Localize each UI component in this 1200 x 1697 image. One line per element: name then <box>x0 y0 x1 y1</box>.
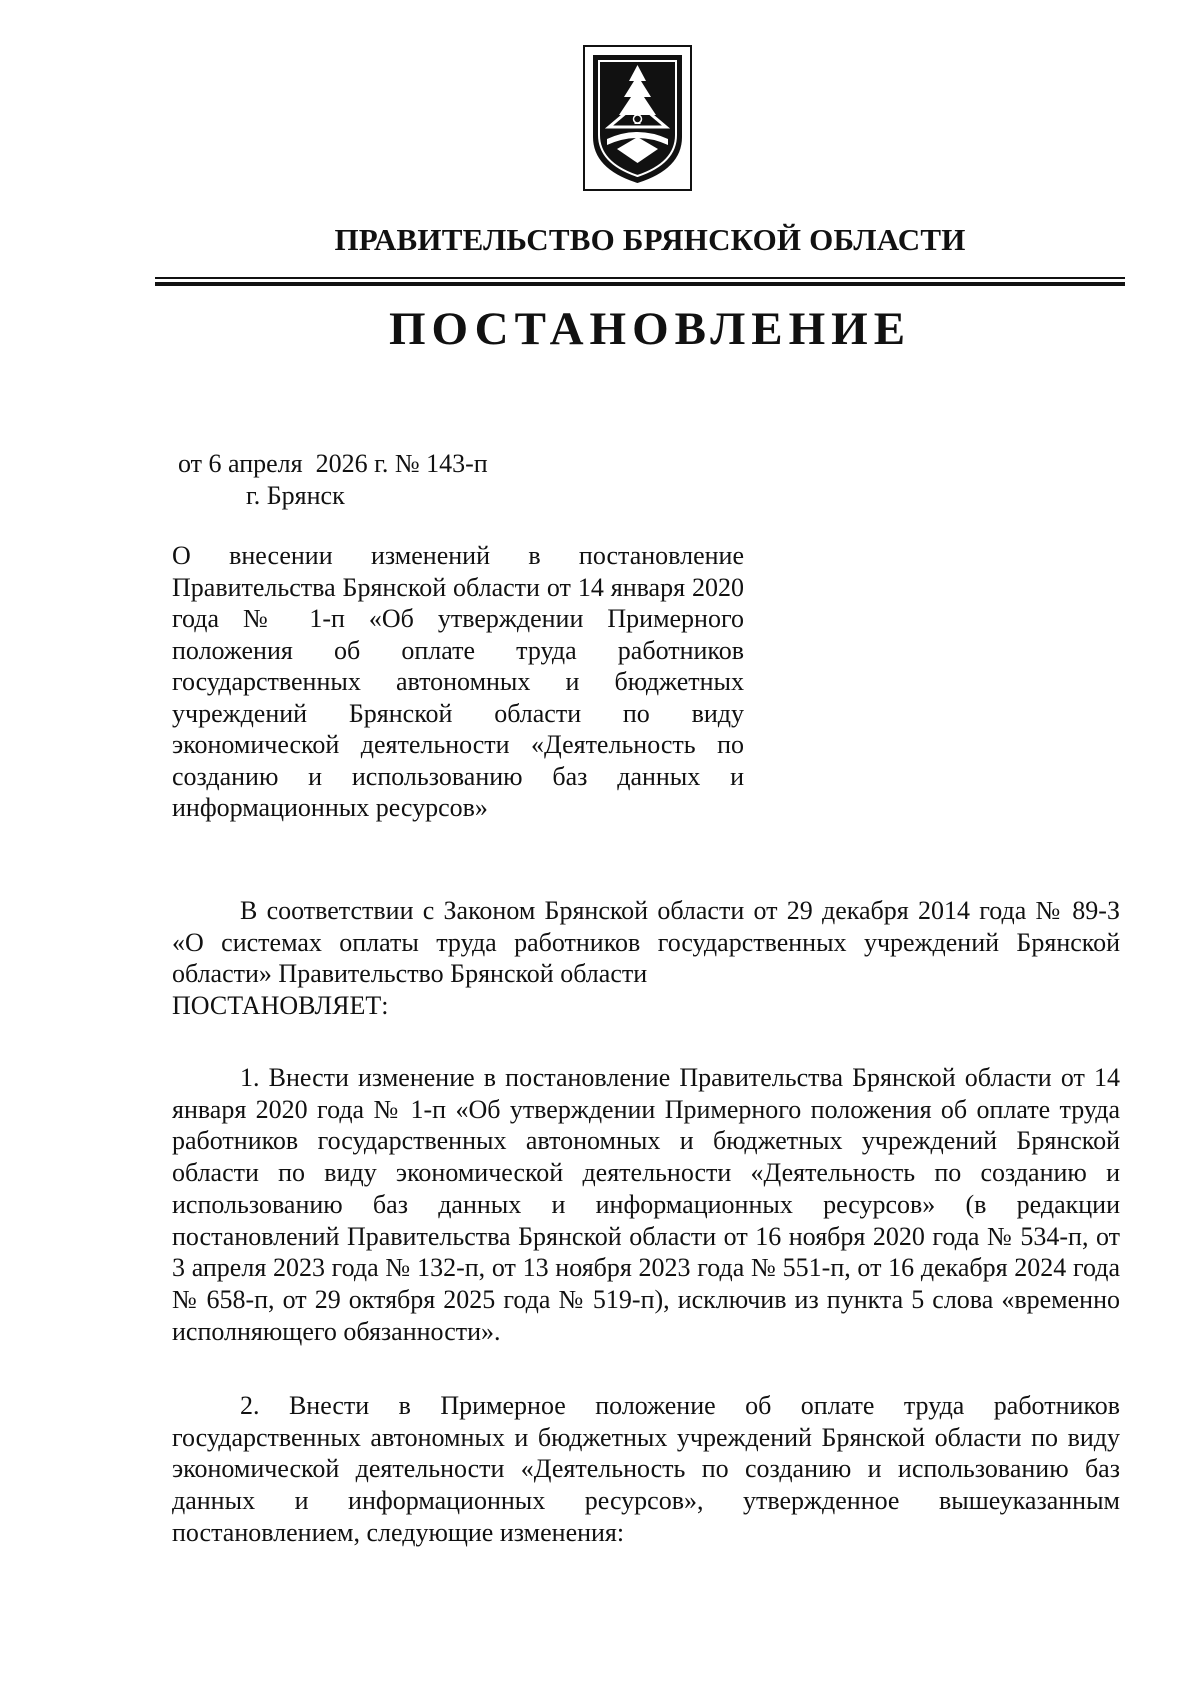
government-title: ПРАВИТЕЛЬСТВО БРЯНСКОЙ ОБЛАСТИ <box>334 222 966 257</box>
city: г. Брянск <box>246 481 345 510</box>
preamble-paragraph: В соответствии с Законом Брянской области от 29 декабря 2014 года № 89-З «О системах оплаты труда работников государственных учреждений Брянской области» Правительство Брянской области <box>172 896 1120 989</box>
decree-word: ПОСТАНОВЛЯЕТ: <box>172 991 389 1020</box>
date-number: от 6 апреля 2026 г. № 143-п <box>178 449 488 478</box>
coat-of-arms-icon <box>583 45 692 191</box>
header-divider-thick <box>155 282 1125 286</box>
item-2-paragraph: 2. Внести в Примерное положение об оплате труда работников государственных автономных и бюджетных учреждений Брянской области по виду экономической деятельности «Деятельность по созданию и использованию баз данных и информационных ресурсов», утвержденное вышеуказанным постановлением, следующие изменения: <box>172 1391 1120 1547</box>
document-type-title: ПОСТАНОВЛЕНИЕ <box>388 303 912 355</box>
item-1-paragraph: 1. Внести изменение в постановление Правительства Брянской области от 14 января 2020 года № 1-п «Об утверждении Примерного положения об оплате труда работников государственных автономных и бюджетных учреждений Брянской области по виду экономической деятельности «Деятельность по созданию и использованию баз данных и информационных ресурсов» (в редакции постановлений Правительства Брянской области от 16 ноября 2020 года № 534-п, от 3 апреля 2023 года № 132-п, от 13 ноября 2023 года № 551-п, от 16 декабря 2024 года № 658-п, от 29 октября 2025 года № 519-п), исключив из пункта 5 слова «временно исполняющего обязанности». <box>172 1063 1120 1346</box>
header-divider-thin <box>155 277 1125 279</box>
document-subject: О внесении изменений в постановление Правительства Брянской области от 14 января 2020 года № 1-п «Об утверждении Примерного положения об оплате труда работников государственных автономных и бюджетных учреждений Брянской области по виду экономической деятельности «Деятельность по созданию и использованию баз данных и информационных ресурсов» <box>172 541 744 822</box>
